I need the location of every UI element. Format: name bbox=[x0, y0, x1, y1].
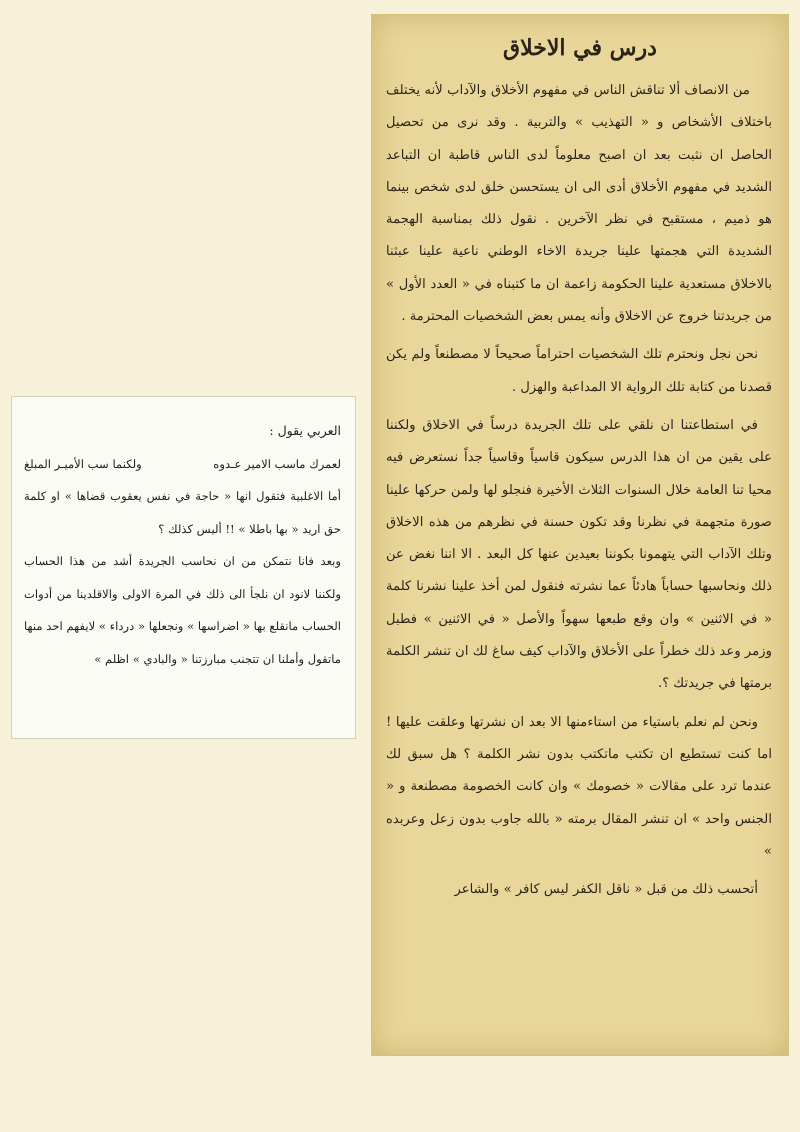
article-paragraph: من الانصاف ألا تناقش الناس في مفهوم الأخلاق والآداب لأنه يختلف باختلاف الأشخاص و « التهذيب » والتربية . وقد نرى من تحصيل الحاصل ان نثبت بعد ان اصبح معلوماً لدى الناس قاطبة ان التباعد الشديد في مفهوم الأخلاق أدى الى ان يستحسن خلق لدى شخص بينما هو ذميم ، مستقبح في نظر الآخرين . نقول ذلك بمناسبة الهجمة الشديدة التي هجمتها علينا جريدة الاخاء الوطني ناعية علينا عبثنا بالاخلاق مستعدية علينا الحكومة زاعمة ان ما كتبناه في « العدد الأول » من جريدتنا خروج عن الاخلاق وأنه يمس بعض الشخصيات المحترمة . bbox=[386, 83, 772, 325]
side-heading: العربي يقول : bbox=[269, 423, 341, 438]
article-paragraph: أتحسب ذلك من قبل « ناقل الكفر ليس كافر » والشاعر bbox=[454, 882, 758, 898]
main-article-clipping bbox=[371, 14, 789, 1056]
article-paragraph: ونحن لم نعلم باستياء من استاءمنها الا بعد ان نشرتها وعلقت عليها ! اما كنت تستطيع ان تكتب ماتكتب بدون نشر الكلمة ؟ هل سبق لك عندما ترد على مقالات « خصومك » وان كانت الخصومة مصطنعة و « الجنس واحد » ان تنشر المقال برمته « بالله جاوب بدون زعل وعربده » bbox=[386, 714, 772, 859]
poetry-verse bbox=[24, 448, 341, 481]
side-article-body bbox=[12, 397, 355, 675]
verse-first-hemistich: لعمرك ماسب الامير عـدوه bbox=[213, 456, 341, 471]
article-title: درس في الاخلاق bbox=[503, 35, 657, 61]
article-paragraph: نحن نجل ونحترم تلك الشخصيات احتراماً صحيحاً لا مصطنعاً ولم يكن قصدنا من كتابة تلك الرواية الا المداعبة والهزل . bbox=[386, 347, 772, 395]
side-article-clipping bbox=[11, 396, 356, 739]
article-body bbox=[372, 75, 788, 906]
verse-second-hemistich: ولكنما سب الأميـر المبلغ bbox=[24, 456, 142, 471]
side-paragraph: وبعد فانا نتمكن من ان نحاسب الجريدة أشد من هذا الحساب ولكننا لانود ان نلجأ الى ذلك في المرة الاولى والاقلدينا من أدوات الحساب مانقلع بها « اضراسها » ونجعلها « درداء » لايفهم احد منها ماتقول وأملنا ان تتجنب مبارزتنا « والبادي » اظلم » bbox=[24, 554, 341, 666]
side-paragraph: أما الاغلبية فتقول انها « حاجة في نفس يعقوب قضاها » او كلمة حق اريد « بها باطلا » !! أليس كذلك ؟ bbox=[24, 489, 341, 536]
article-paragraph: في استطاعتنا ان نلقي على تلك الجريدة درساً في الاخلاق ولكننا على يقين من ان هذا الدرس سيكون قاسياً وقاسياً جداً نستعرض فيه محيا تنا العامة خلال السنوات الثلاث الأخيرة فنجلو لها ولمن حركها علينا صورة متجهمة في نظرنا وقد تكون حسنة في نظرهم من هذه الاخلاق وتلك الآداب التي يتهمونا بكوننا بعيدين عنها كل البعد . الا اننا نغض عن ذلك ونحاسبها حساباً هادئاً عما نشرته فنقول لمن أخذ علينا نشرنا كلمة « في الاثنين » وان وقع طبعها سهواً والأصل « في الاثنين » فطبل وزمر وعد ذلك خطراً على الأخلاق والآداب كيف ساغ لك ان تنشر الكلمة برمتها في جريدتك ؟. bbox=[386, 417, 772, 692]
